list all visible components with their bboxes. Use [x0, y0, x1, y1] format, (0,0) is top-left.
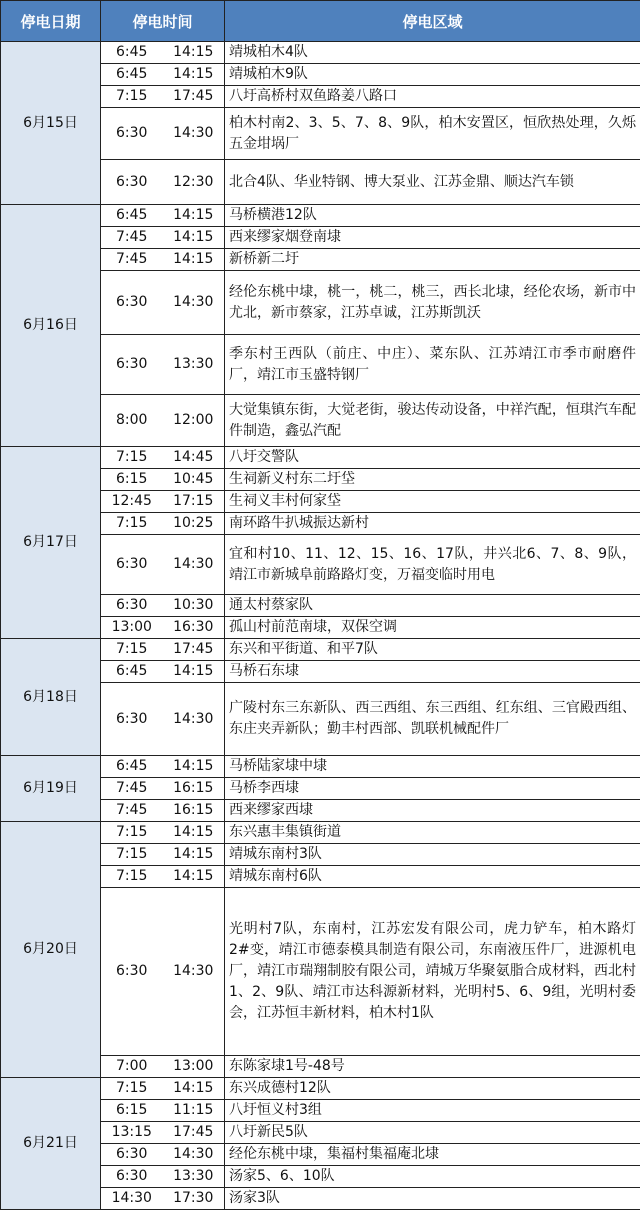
end-time-cell: 16:15: [163, 800, 225, 822]
date-cell: 6月21日: [1, 1078, 101, 1210]
start-time-cell: 6:30: [101, 888, 163, 1056]
end-time-cell: 14:15: [163, 822, 225, 844]
end-time-cell: 14:15: [163, 866, 225, 888]
end-time-cell: 17:15: [163, 491, 225, 513]
end-time-cell: 14:15: [163, 249, 225, 271]
area-cell: 广陵村东三东新队、西三西组、东三西组、红东组、三官殿西组、东庄夹弄新队；勤丰村西部、凯联机械配件厂: [225, 683, 640, 756]
area-cell: 东兴和平街道、和平7队: [225, 639, 640, 661]
schedule-row: [1, 822, 640, 844]
start-time-cell: 6:30: [101, 535, 163, 595]
start-time-cell: 7:15: [101, 1078, 163, 1100]
area-cell: 柏木村南2、3、5、7、8、9队，柏木安置区，恒欣热处理，久烁五金坩埚厂: [225, 108, 640, 160]
end-time-cell: 14:15: [163, 661, 225, 683]
area-cell: 东兴成德村12队: [225, 1078, 640, 1100]
start-time-cell: 13:15: [101, 1122, 163, 1144]
area-cell: 季东村王西队（前庄、中庄）、菜东队、江苏靖江市季市耐磨件厂，靖江市玉盛特钢厂: [225, 335, 640, 395]
end-time-cell: 10:30: [163, 595, 225, 617]
start-time-cell: 7:15: [101, 844, 163, 866]
area-cell: 生祠义丰村何家垈: [225, 491, 640, 513]
area-cell: 马桥陆家埭中埭: [225, 756, 640, 778]
end-time-cell: 13:30: [163, 1166, 225, 1188]
end-time-cell: 14:15: [163, 64, 225, 86]
start-time-cell: 6:45: [101, 756, 163, 778]
end-time-cell: 14:30: [163, 1144, 225, 1166]
end-time-cell: 17:45: [163, 1122, 225, 1144]
area-cell: 汤家5、6、10队: [225, 1166, 640, 1188]
end-time-cell: 14:15: [163, 844, 225, 866]
area-cell: 宜和村10、11、12、15、16、17队，井兴北6、7、8、9队，靖江市新城阜前路路灯变，万福变临时用电: [225, 535, 640, 595]
date-cell: 6月19日: [1, 756, 101, 822]
area-cell: 八圩新民5队: [225, 1122, 640, 1144]
header-date: 停电日期: [1, 1, 101, 42]
start-time-cell: 7:45: [101, 778, 163, 800]
start-time-cell: 7:45: [101, 800, 163, 822]
area-cell: 马桥石东埭: [225, 661, 640, 683]
end-time-cell: 16:15: [163, 778, 225, 800]
start-time-cell: 7:15: [101, 639, 163, 661]
area-cell: 八圩恒义村3组: [225, 1100, 640, 1122]
schedule-body: [1, 42, 640, 1210]
start-time-cell: 6:30: [101, 595, 163, 617]
schedule-row: [1, 639, 640, 661]
start-time-cell: 6:30: [101, 108, 163, 160]
area-cell: 孤山村前范南埭，双保空调: [225, 617, 640, 639]
end-time-cell: 17:45: [163, 639, 225, 661]
end-time-cell: 14:30: [163, 683, 225, 756]
start-time-cell: 7:15: [101, 513, 163, 535]
schedule-row: [1, 205, 640, 227]
start-time-cell: 13:00: [101, 617, 163, 639]
end-time-cell: 12:30: [163, 160, 225, 205]
area-cell: 东陈家埭1号-48号: [225, 1056, 640, 1078]
start-time-cell: 7:15: [101, 447, 163, 469]
schedule-row: [1, 447, 640, 469]
area-cell: 汤家3队: [225, 1188, 640, 1210]
start-time-cell: 6:30: [101, 160, 163, 205]
end-time-cell: 14:30: [163, 271, 225, 335]
end-time-cell: 10:25: [163, 513, 225, 535]
end-time-cell: 14:30: [163, 108, 225, 160]
area-cell: 靖城东南村3队: [225, 844, 640, 866]
start-time-cell: 6:45: [101, 205, 163, 227]
start-time-cell: 6:30: [101, 271, 163, 335]
end-time-cell: 16:30: [163, 617, 225, 639]
start-time-cell: 7:00: [101, 1056, 163, 1078]
area-cell: 大觉集镇东街，大觉老街，骏达传动设备，中祥汽配，恒琪汽车配件制造，鑫弘汽配: [225, 395, 640, 447]
end-time-cell: 11:15: [163, 1100, 225, 1122]
end-time-cell: 14:30: [163, 535, 225, 595]
date-cell: 6月18日: [1, 639, 101, 756]
area-cell: 马桥李西埭: [225, 778, 640, 800]
end-time-cell: 14:15: [163, 1078, 225, 1100]
start-time-cell: 6:30: [101, 683, 163, 756]
area-cell: 西来缪家烟登南埭: [225, 227, 640, 249]
start-time-cell: 7:45: [101, 249, 163, 271]
area-cell: 靖城柏木9队: [225, 64, 640, 86]
area-cell: 马桥横港12队: [225, 205, 640, 227]
area-cell: 八圩高桥村双鱼路姜八路口: [225, 86, 640, 108]
area-cell: 光明村7队，东南村，江苏宏发有限公司，虎力铲车，柏木路灯2#变，靖江市德泰模具制造有限公司，东南液压件厂，进源机电厂，靖江市瑞翔制胶有限公司，靖城万华聚氨脂合成材料，西北村1、2、9队、靖江市达科源新材料，光明村5、6、9组，光明村委会，江苏恒丰新材料，柏木村1队: [225, 888, 640, 1056]
area-cell: 经伦东桃中埭，集福村集福庵北埭: [225, 1144, 640, 1166]
end-time-cell: 14:15: [163, 42, 225, 64]
start-time-cell: 7:45: [101, 227, 163, 249]
date-cell: 6月15日: [1, 42, 101, 205]
area-cell: 靖城东南村6队: [225, 866, 640, 888]
start-time-cell: 6:15: [101, 469, 163, 491]
date-cell: 6月16日: [1, 205, 101, 447]
area-cell: 八圩交警队: [225, 447, 640, 469]
start-time-cell: 6:30: [101, 335, 163, 395]
area-cell: 东兴惠丰集镇街道: [225, 822, 640, 844]
start-time-cell: 6:15: [101, 1100, 163, 1122]
date-cell: 6月20日: [1, 822, 101, 1078]
start-time-cell: 7:15: [101, 866, 163, 888]
area-cell: 西来缪家西埭: [225, 800, 640, 822]
end-time-cell: 14:15: [163, 205, 225, 227]
area-cell: 生祠新义村东二圩垈: [225, 469, 640, 491]
header-row: [1, 1, 640, 42]
start-time-cell: 14:30: [101, 1188, 163, 1210]
start-time-cell: 7:15: [101, 822, 163, 844]
end-time-cell: 10:45: [163, 469, 225, 491]
start-time-cell: 12:45: [101, 491, 163, 513]
start-time-cell: 6:45: [101, 661, 163, 683]
area-cell: 新桥新二圩: [225, 249, 640, 271]
area-cell: 北合4队、华业特钢、博大泵业、江苏金鼎、顺达汽车锁: [225, 160, 640, 205]
end-time-cell: 17:30: [163, 1188, 225, 1210]
end-time-cell: 13:30: [163, 335, 225, 395]
date-cell: 6月17日: [1, 447, 101, 639]
schedule-row: [1, 1078, 640, 1100]
header-time: 停电时间: [101, 1, 225, 42]
end-time-cell: 13:00: [163, 1056, 225, 1078]
area-cell: 通太村蔡家队: [225, 595, 640, 617]
area-cell: 靖城柏木4队: [225, 42, 640, 64]
start-time-cell: 7:15: [101, 86, 163, 108]
end-time-cell: 14:15: [163, 756, 225, 778]
area-cell: 南环路牛扒城振达新村: [225, 513, 640, 535]
end-time-cell: 14:15: [163, 227, 225, 249]
end-time-cell: 14:30: [163, 888, 225, 1056]
start-time-cell: 8:00: [101, 395, 163, 447]
end-time-cell: 17:45: [163, 86, 225, 108]
start-time-cell: 6:30: [101, 1166, 163, 1188]
header-area: 停电区域: [225, 1, 640, 42]
end-time-cell: 12:00: [163, 395, 225, 447]
end-time-cell: 14:45: [163, 447, 225, 469]
area-cell: 经伦东桃中埭，桃一，桃二，桃三，西长北埭，经伦农场，新市中尤北，新市蔡家，江苏卓诚，江苏斯凯沃: [225, 271, 640, 335]
schedule-row: [1, 42, 640, 64]
schedule-row: [1, 756, 640, 778]
start-time-cell: 6:30: [101, 1144, 163, 1166]
start-time-cell: 6:45: [101, 42, 163, 64]
start-time-cell: 6:45: [101, 64, 163, 86]
